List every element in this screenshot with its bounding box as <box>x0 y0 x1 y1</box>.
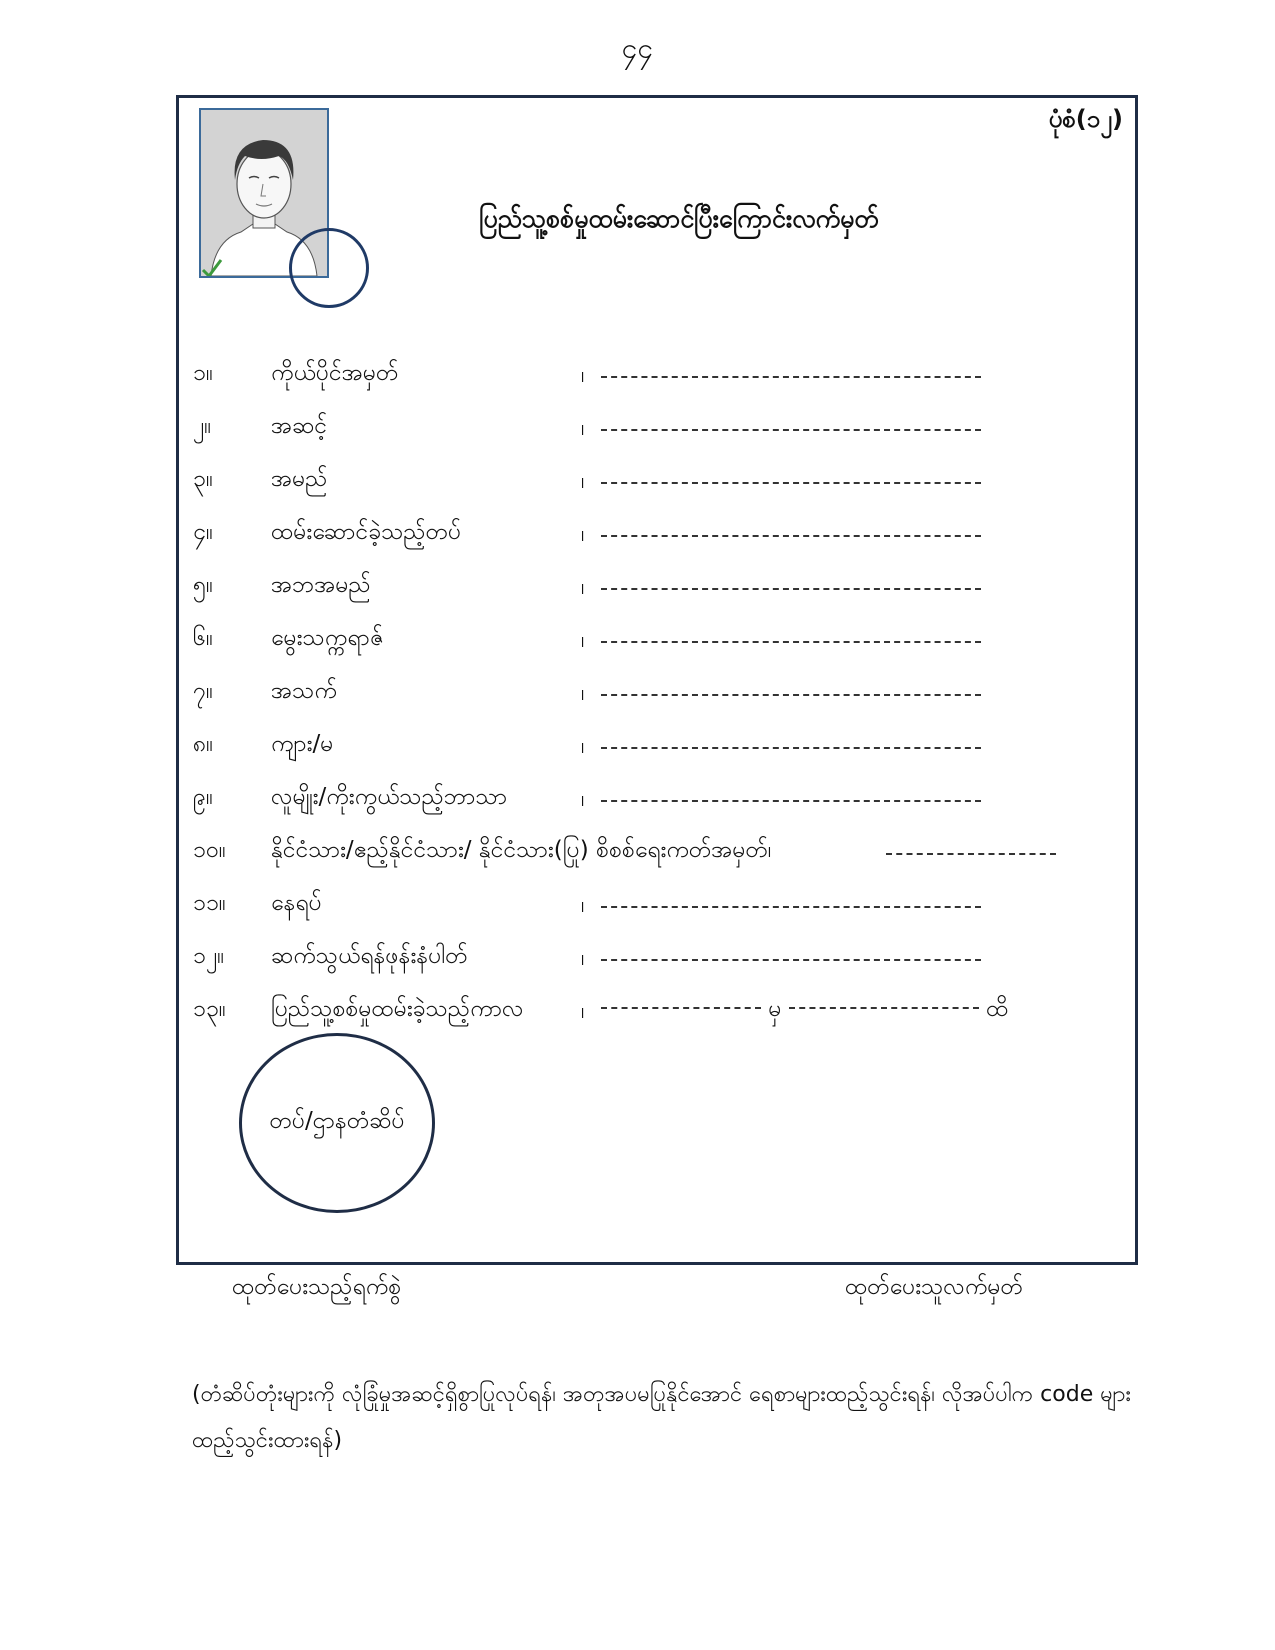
period-from-label: မှ <box>768 996 782 1022</box>
field-number: ၉။ <box>193 784 213 810</box>
period-end-blank[interactable] <box>789 1007 979 1009</box>
field-list <box>191 358 1121 1047</box>
field-separator: ၊ <box>581 733 585 759</box>
certificate-title: ပြည်သူ့စစ်မှုထမ်းဆောင်ပြီးကြောင်းလက်မှတ် <box>479 204 879 233</box>
blank-line[interactable] <box>886 853 1056 855</box>
field-row-age <box>191 676 1121 729</box>
field-separator: ၊ <box>581 680 585 706</box>
field-separator: ၊ <box>581 362 585 388</box>
field-label: ထမ်းဆောင်ခဲ့သည့်တပ် <box>271 519 462 545</box>
field-row-birth-date <box>191 623 1121 676</box>
blank-line[interactable] <box>601 376 981 378</box>
field-label: လူမျိုး/ကိုးကွယ်သည့်ဘာသာ <box>271 784 508 810</box>
blank-line[interactable] <box>601 429 981 431</box>
period-to-label: ထိ <box>986 996 1009 1022</box>
blank-line[interactable] <box>601 535 981 537</box>
field-separator: ၊ <box>581 892 585 918</box>
field-number: ၇။ <box>193 678 213 704</box>
field-separator: ၊ <box>581 945 585 971</box>
field-row-name <box>191 464 1121 517</box>
field-row-father-name <box>191 570 1121 623</box>
field-label: ဆက်သွယ်ရန်ဖုန်းနံပါတ် <box>271 943 468 969</box>
blank-line[interactable] <box>601 588 981 590</box>
blank-line[interactable] <box>601 959 981 961</box>
field-separator: ၊ <box>581 786 585 812</box>
field-row-citizenship-card <box>191 835 1121 888</box>
field-number: ၃။ <box>193 466 213 492</box>
field-separator: ၊ <box>581 415 585 441</box>
field-number: ၁၁။ <box>193 890 226 916</box>
issuer-signature-label: ထုတ်ပေးသူလက်မှတ် <box>845 1274 1023 1300</box>
field-label: မွေးသက္ကရာဇ် <box>271 625 384 651</box>
period-start-blank[interactable] <box>601 1007 761 1009</box>
field-row-address <box>191 888 1121 941</box>
field-row-id <box>191 358 1121 411</box>
field-label: ပြည်သူ့စစ်မှုထမ်းခဲ့သည့်ကာလ <box>271 996 524 1022</box>
field-row-rank <box>191 411 1121 464</box>
field-number: ၂။ <box>193 413 212 439</box>
field-label: အသက် <box>271 678 337 704</box>
field-label: နိုင်ငံသား/ဧည့်နိုင်ငံသား/ နိုင်ငံသား(ပြု) စိစစ်ရေးကတ်အမှတ်၊ <box>271 837 772 863</box>
field-label: ကိုယ်ပိုင်အမှတ် <box>271 360 399 386</box>
field-label: အဆင့် <box>271 413 328 439</box>
field-label: အဘအမည် <box>271 572 371 598</box>
unit-seal-stamp <box>239 1033 435 1213</box>
field-number: ၁၃။ <box>193 996 226 1022</box>
blank-line[interactable] <box>601 641 981 643</box>
field-separator: ၊ <box>581 521 585 547</box>
footnote: (တံဆိပ်တုံးများကို လုံခြုံမှုအဆင့်ရှိစွာပြုလုပ်ရန်၊ အတုအပမပြုနိုင်အောင် ရေစာများထည့်သွင်းရန်၊ လိုအပ်ပါက code များထည့်သွင်းထားရန်) <box>192 1382 1131 1453</box>
field-number: ၁၂။ <box>193 943 225 969</box>
issue-date-label: ထုတ်ပေးသည့်ရက်စွဲ <box>232 1274 402 1300</box>
seal-label: တပ်/ဌာနတံဆိပ် <box>269 1108 405 1134</box>
field-row-unit <box>191 517 1121 570</box>
field-separator: ၊ <box>581 627 585 653</box>
blank-line[interactable] <box>601 694 981 696</box>
blank-line[interactable] <box>601 906 981 908</box>
blank-line[interactable] <box>601 482 981 484</box>
field-number: ၁။ <box>193 360 213 386</box>
field-separator: ၊ <box>581 468 585 494</box>
field-row-gender <box>191 729 1121 782</box>
photo-seal-circle <box>289 228 369 308</box>
field-label: အမည် <box>271 466 328 492</box>
blank-line[interactable] <box>601 747 981 749</box>
field-row-phone <box>191 941 1121 994</box>
field-label: နေရပ် <box>271 890 322 916</box>
field-separator: ၊ <box>581 574 585 600</box>
field-row-ethnicity-religion <box>191 782 1121 835</box>
field-number: ၅။ <box>193 572 213 598</box>
certificate-frame <box>176 95 1138 1265</box>
service-period-line <box>601 994 1008 1028</box>
field-number: ၆။ <box>193 625 213 651</box>
field-number: ၁၀။ <box>193 837 226 863</box>
field-number: ၈။ <box>193 731 214 757</box>
blank-line[interactable] <box>601 800 981 802</box>
field-number: ၄။ <box>193 519 213 545</box>
page-number: ၄၄ <box>621 32 654 65</box>
field-label: ကျား/မ <box>271 731 334 757</box>
form-code: ပုံစံ(၁၂) <box>1048 105 1123 133</box>
field-separator: ၊ <box>581 998 585 1024</box>
